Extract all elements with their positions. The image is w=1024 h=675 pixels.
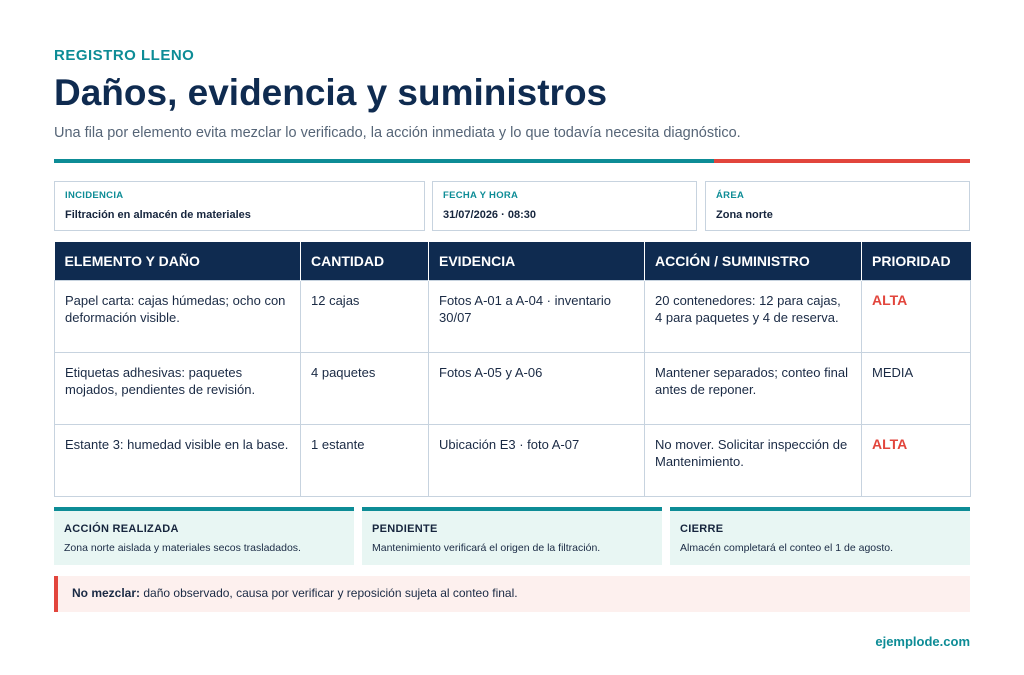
note-text: daño observado, causa por verificar y reposición sujeta al conteo final. bbox=[140, 586, 518, 600]
note-strong: No mezclar: bbox=[72, 586, 141, 600]
brand-footer: ejemplode.com bbox=[875, 634, 970, 649]
column-header: ELEMENTO Y DAÑO bbox=[55, 242, 301, 280]
meta-label: INCIDENCIA bbox=[65, 190, 124, 201]
cell-priority bbox=[862, 280, 971, 352]
meta-label: ÁREA bbox=[716, 190, 745, 201]
status-cards bbox=[54, 507, 970, 565]
table-row bbox=[55, 280, 971, 352]
column-header: ACCIÓN / SUMINISTRO bbox=[645, 242, 862, 280]
table-header-row bbox=[55, 242, 971, 280]
card-pendiente bbox=[362, 507, 662, 565]
cell-evidence: Fotos A-01 a A-04 · inventario 30/07 bbox=[429, 280, 645, 352]
cell-quantity: 4 paquetes bbox=[301, 352, 429, 424]
meta-value: Zona norte bbox=[716, 209, 773, 221]
divider-red-segment bbox=[714, 159, 970, 163]
card-label: CIERRE bbox=[680, 523, 724, 535]
damage-table bbox=[54, 242, 971, 497]
header-divider bbox=[54, 159, 970, 163]
incident-meta bbox=[54, 181, 970, 231]
warning-note bbox=[54, 576, 970, 612]
eyebrow-label: REGISTRO LLENO bbox=[54, 47, 195, 64]
meta-box-fecha bbox=[432, 181, 697, 231]
cell-action: 20 contenedores: 12 para cajas, 4 para paquetes y 4 de reserva. bbox=[645, 280, 862, 352]
cell-priority bbox=[862, 352, 971, 424]
page-subtitle: Una fila por elemento evita mezclar lo verificado, la acción inmediata y lo que todavía necesita diagnóstico. bbox=[54, 125, 741, 141]
meta-value: 31/07/2026 · 08:30 bbox=[443, 209, 536, 221]
meta-box-incidencia bbox=[54, 181, 425, 231]
cell-element: Estante 3: humedad visible en la base. bbox=[55, 424, 301, 496]
divider-teal-segment bbox=[54, 159, 714, 163]
cell-quantity: 1 estante bbox=[301, 424, 429, 496]
cell-element: Etiquetas adhesivas: paquetes mojados, pendientes de revisión. bbox=[55, 352, 301, 424]
card-label: ACCIÓN REALIZADA bbox=[64, 523, 179, 535]
column-header: CANTIDAD bbox=[301, 242, 429, 280]
cell-priority bbox=[862, 424, 971, 496]
cell-element: Papel carta: cajas húmedas; ocho con deformación visible. bbox=[55, 280, 301, 352]
table-row bbox=[55, 424, 971, 496]
card-label: PENDIENTE bbox=[372, 523, 438, 535]
card-accion-realizada bbox=[54, 507, 354, 565]
meta-label: FECHA Y HORA bbox=[443, 190, 519, 201]
cell-action: No mover. Solicitar inspección de Mantenimiento. bbox=[645, 424, 862, 496]
priority-badge: MEDIA bbox=[872, 364, 914, 380]
cell-quantity: 12 cajas bbox=[301, 280, 429, 352]
page-title: Daños, evidencia y suministros bbox=[54, 72, 608, 113]
table-row bbox=[55, 352, 971, 424]
cell-evidence: Ubicación E3 · foto A-07 bbox=[429, 424, 645, 496]
column-header: EVIDENCIA bbox=[429, 242, 645, 280]
card-text: Mantenimiento verificará el origen de la filtración. bbox=[372, 542, 601, 554]
cell-action: Mantener separados; conteo final antes de reponer. bbox=[645, 352, 862, 424]
card-cierre bbox=[670, 507, 970, 565]
meta-box-area bbox=[705, 181, 970, 231]
column-header: PRIORIDAD bbox=[862, 242, 971, 280]
card-text: Zona norte aislada y materiales secos trasladados. bbox=[64, 542, 301, 554]
priority-badge: ALTA bbox=[872, 435, 908, 452]
meta-value: Filtración en almacén de materiales bbox=[65, 209, 251, 221]
card-text: Almacén completará el conteo el 1 de agosto. bbox=[680, 542, 894, 554]
priority-badge: ALTA bbox=[872, 291, 908, 308]
cell-evidence: Fotos A-05 y A-06 bbox=[429, 352, 645, 424]
